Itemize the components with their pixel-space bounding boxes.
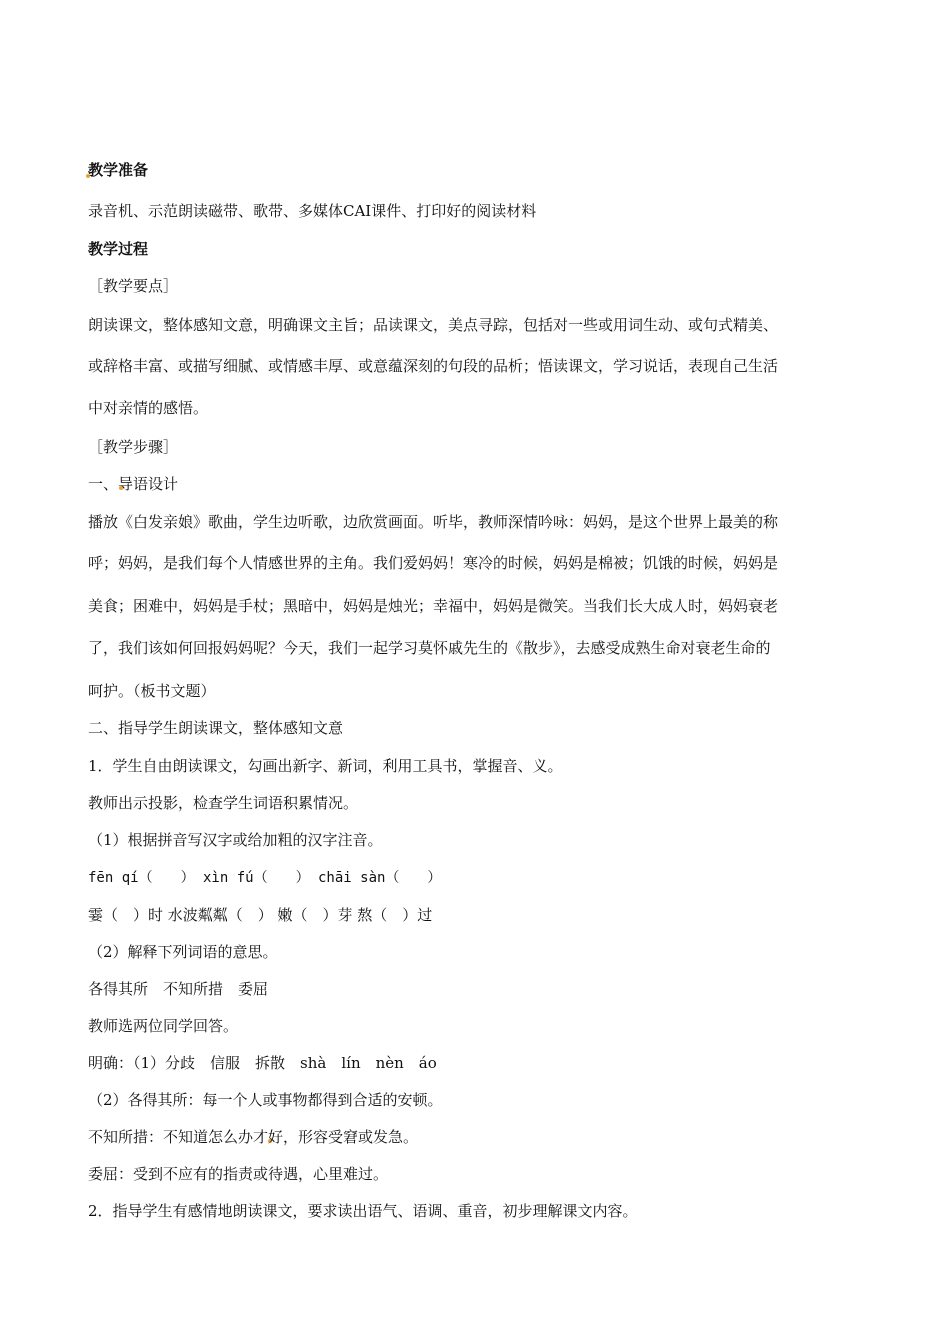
answer-3: 不知所措：不知道怎么办才好，形容受窘或发急。 <box>88 1128 419 1146</box>
chars-line: 霎（ ）时 水波粼粼（ ） 嫩（ ）芽 熬（ ）过 <box>88 906 433 924</box>
step2-title: 二、指导学生朗读课文，整体感知文意 <box>88 719 344 737</box>
label-steps: ［教学步骤］ <box>88 438 179 456</box>
words-line: 各得其所 不知所措 委屈 <box>88 980 269 998</box>
paragraph-line: 中对亲情的感悟。 <box>88 399 209 417</box>
step1-title: 一、导语设计 <box>88 475 179 493</box>
item-2: 2．指导学生有感情地朗读课文，要求读出语气、语调、重音，初步理解课文内容。 <box>88 1202 638 1220</box>
teacher-pick: 教师选两位同学回答。 <box>88 1017 239 1035</box>
answer-2: （2）各得其所：每一个人或事物都得到合适的安顿。 <box>88 1091 443 1109</box>
paragraph-line: 了，我们该如何回报妈妈呢？今天，我们一起学习莫怀戚先生的《散步》，去感受成熟生命对衰老生命的 <box>88 639 771 657</box>
paragraph-line: 朗读课文，整体感知文意，明确课文主旨；品读课文，美点寻踪，包括对一些或用词生动、或句式精美、 <box>88 316 779 334</box>
paragraph-line: 播放《白发亲娘》歌曲，学生边听歌，边欣赏画面。听毕，教师深情吟咏：妈妈，是这个世界上最美的称 <box>88 513 779 531</box>
label-key-points: ［教学要点］ <box>88 277 179 295</box>
paragraph-line: 美食；困难中，妈妈是手杖；黑暗中，妈妈是烛光；幸福中，妈妈是微笑。当我们长大成人时，妈妈衰老 <box>88 597 779 615</box>
answer-1: 明确：（1）分歧 信服 拆散 shà lín nèn áo <box>88 1054 437 1072</box>
heading-teaching-process: 教学过程 <box>88 240 149 258</box>
question-2: （2）解释下列词语的意思。 <box>88 943 278 961</box>
answer-4: 委屈：受到不应有的指责或待遇，心里难过。 <box>88 1165 389 1183</box>
teacher-show: 教师出示投影，检查学生词语积累情况。 <box>88 794 359 812</box>
item-1: 1．学生自由朗读课文，勾画出新字、新词，利用工具书，掌握音、义。 <box>88 757 563 775</box>
pinyin-line: fēn qí（ ） xìn fú（ ） chāi sàn（ ） <box>88 870 442 886</box>
paragraph-line: 呼；妈妈，是我们每个人情感世界的主角。我们爱妈妈！寒冷的时候，妈妈是棉被；饥饿的时候，妈妈是 <box>88 554 779 572</box>
prep-text: 录音机、示范朗读磁带、歌带、多媒体CAI课件、打印好的阅读材料 <box>88 202 537 220</box>
question-1: （1）根据拼音写汉字或给加粗的汉字注音。 <box>88 831 383 849</box>
heading-teaching-prep: 教学准备 <box>88 161 149 179</box>
paragraph-line: 或辞格丰富、或描写细腻、或情感丰厚、或意蕴深刻的句段的品析；悟读课文，学习说话，表现自己生活 <box>88 357 779 375</box>
paragraph-line: 呵护。（板书文题） <box>88 682 216 700</box>
